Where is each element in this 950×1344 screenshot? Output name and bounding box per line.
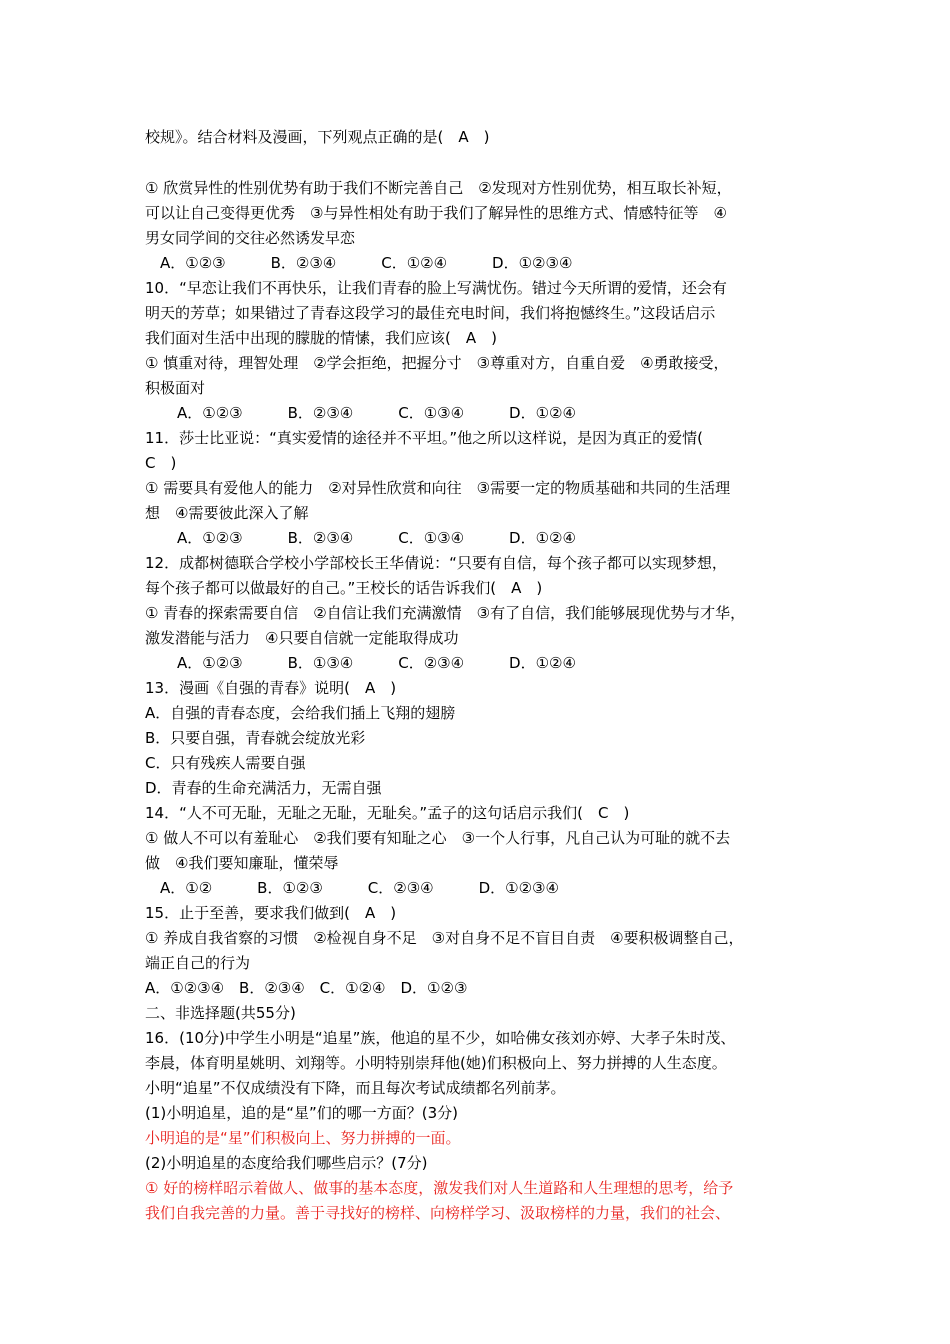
- text-line-15: 想 ④需要彼此深入了解: [145, 504, 309, 522]
- text-line-30: A．①② B．①②③ C．②③④ D．①②③④: [160, 879, 559, 897]
- text-line-24: B．只要自强，青春就会绽放光彩: [145, 729, 366, 747]
- text-line-4: 男女同学间的交往必然诱发早恋: [145, 229, 356, 247]
- text-line-39: (1)小明追星，追的是“星”们的哪一方面？(3分): [145, 1104, 459, 1122]
- text-line-12: 11．莎士比亚说：“真实爱情的途径并不平坦。”他之所以这样说，是因为真正的爱情(: [145, 429, 703, 447]
- text-line-43: 我们自我完善的力量。善于寻找好的榜样、向榜样学习、汲取榜样的力量，我们的社会、: [145, 1204, 731, 1222]
- text-line-23: A．自强的青春态度，会给我们插上飞翔的翅膀: [145, 704, 456, 722]
- text-line-36: 16．(10分)中学生小明是“追星”族，他追的星不少，如哈佛女孩刘亦婷、大孝子朱时茂、: [145, 1029, 736, 1047]
- text-line-19: ① 青春的探索需要自信 ②自信让我们充满激情 ③有了自信，我们能够展现优势与才华，: [145, 604, 746, 622]
- text-line-16: A．①②③ B．②③④ C．①③④ D．①②④: [177, 529, 576, 547]
- text-line-13: C ): [145, 454, 177, 472]
- text-line-27: 14．“人不可无耻，无耻之无耻，无耻矣。”孟子的这句话启示我们( C ): [145, 804, 630, 822]
- text-line-32: ① 养成自我省察的习惯 ②检视自身不足 ③对自身不足不盲目自责 ④要积极调整自己，: [145, 929, 744, 947]
- text-line-8: 我们面对生活中出现的朦胧的情愫，我们应该( A ): [145, 329, 497, 347]
- text-line-18: 每个孩子都可以做最好的自己。”王校长的话告诉我们( A ): [145, 579, 543, 597]
- text-line-20: 激发潜能与活力 ④只要自信就一定能取得成功: [145, 629, 459, 647]
- text-line-10: 积极面对: [145, 379, 206, 397]
- text-line-34: A．①②③④ B．②③④ C．①②④ D．①②③: [145, 979, 468, 997]
- text-line-17: 12．成都树德联合学校小学部校长王华倩说：“只要有自信，每个孩子都可以实现梦想，: [145, 554, 727, 572]
- text-line-7: 明天的芳草；如果错过了青春这段学习的最佳充电时间，我们将抱憾终生。”这段话启示: [145, 304, 716, 322]
- text-line-5: A．①②③ B．②③④ C．①②④ D．①②③④: [160, 254, 573, 272]
- text-line-29: 做 ④我们要知廉耻，懂荣辱: [145, 854, 339, 872]
- text-line-1: 校规》。结合材料及漫画，下列观点正确的是( A ): [145, 128, 490, 146]
- text-line-40: 小明追的是“星”们积极向上、努力拼搏的一面。: [145, 1129, 461, 1147]
- text-line-22: 13．漫画《自强的青春》说明( A ): [145, 679, 397, 697]
- text-line-33: 端正自己的行为: [145, 954, 251, 972]
- text-line-38: 小明“追星”不仅成绩没有下降，而且每次考试成绩都名列前茅。: [145, 1079, 566, 1097]
- text-line-37: 李晨，体育明星姚明、刘翔等。小明特别崇拜他(她)们积极向上、努力拼搏的人生态度。: [145, 1054, 727, 1072]
- text-line-21: A．①②③ B．①③④ C．②③④ D．①②④: [177, 654, 576, 672]
- text-line-2: ① 欣赏异性的性别优势有助于我们不断完善自己 ②发现对方性别优势，相互取长补短，: [145, 179, 732, 197]
- text-line-28: ① 做人不可以有羞耻心 ②我们要有知耻之心 ③一个人行事，凡自己认为可耻的就不去: [145, 829, 731, 847]
- text-line-14: ① 需要具有爱他人的能力 ②对异性欣赏和向往 ③需要一定的物质基础和共同的生活理: [145, 479, 731, 497]
- text-line-41: (2)小明追星的态度给我们哪些启示？(7分): [145, 1154, 428, 1172]
- text-line-9: ① 慎重对待，理智处理 ②学会拒绝，把握分寸 ③尊重对方，自重自爱 ④勇敢接受，: [145, 354, 729, 372]
- text-line-31: 15．止于至善，要求我们做到( A ): [145, 904, 397, 922]
- text-line-6: 10．“早恋让我们不再快乐，让我们青春的脸上写满忧伤。错过今天所谓的爱情，还会有: [145, 279, 727, 297]
- text-line-11: A．①②③ B．②③④ C．①③④ D．①②④: [177, 404, 576, 422]
- text-line-26: D．青春的生命充满活力，无需自强: [145, 779, 382, 797]
- text-line-42: ① 好的榜样昭示着做人、做事的基本态度，激发我们对人生道路和人生理想的思考，给予: [145, 1179, 734, 1197]
- text-line-3: 可以让自己变得更优秀 ③与异性相处有助于我们了解异性的思维方式、情感特征等 ④: [145, 204, 727, 222]
- text-line-35: 二、非选择题(共55分): [145, 1004, 296, 1022]
- text-line-25: C．只有残疾人需要自强: [145, 754, 306, 772]
